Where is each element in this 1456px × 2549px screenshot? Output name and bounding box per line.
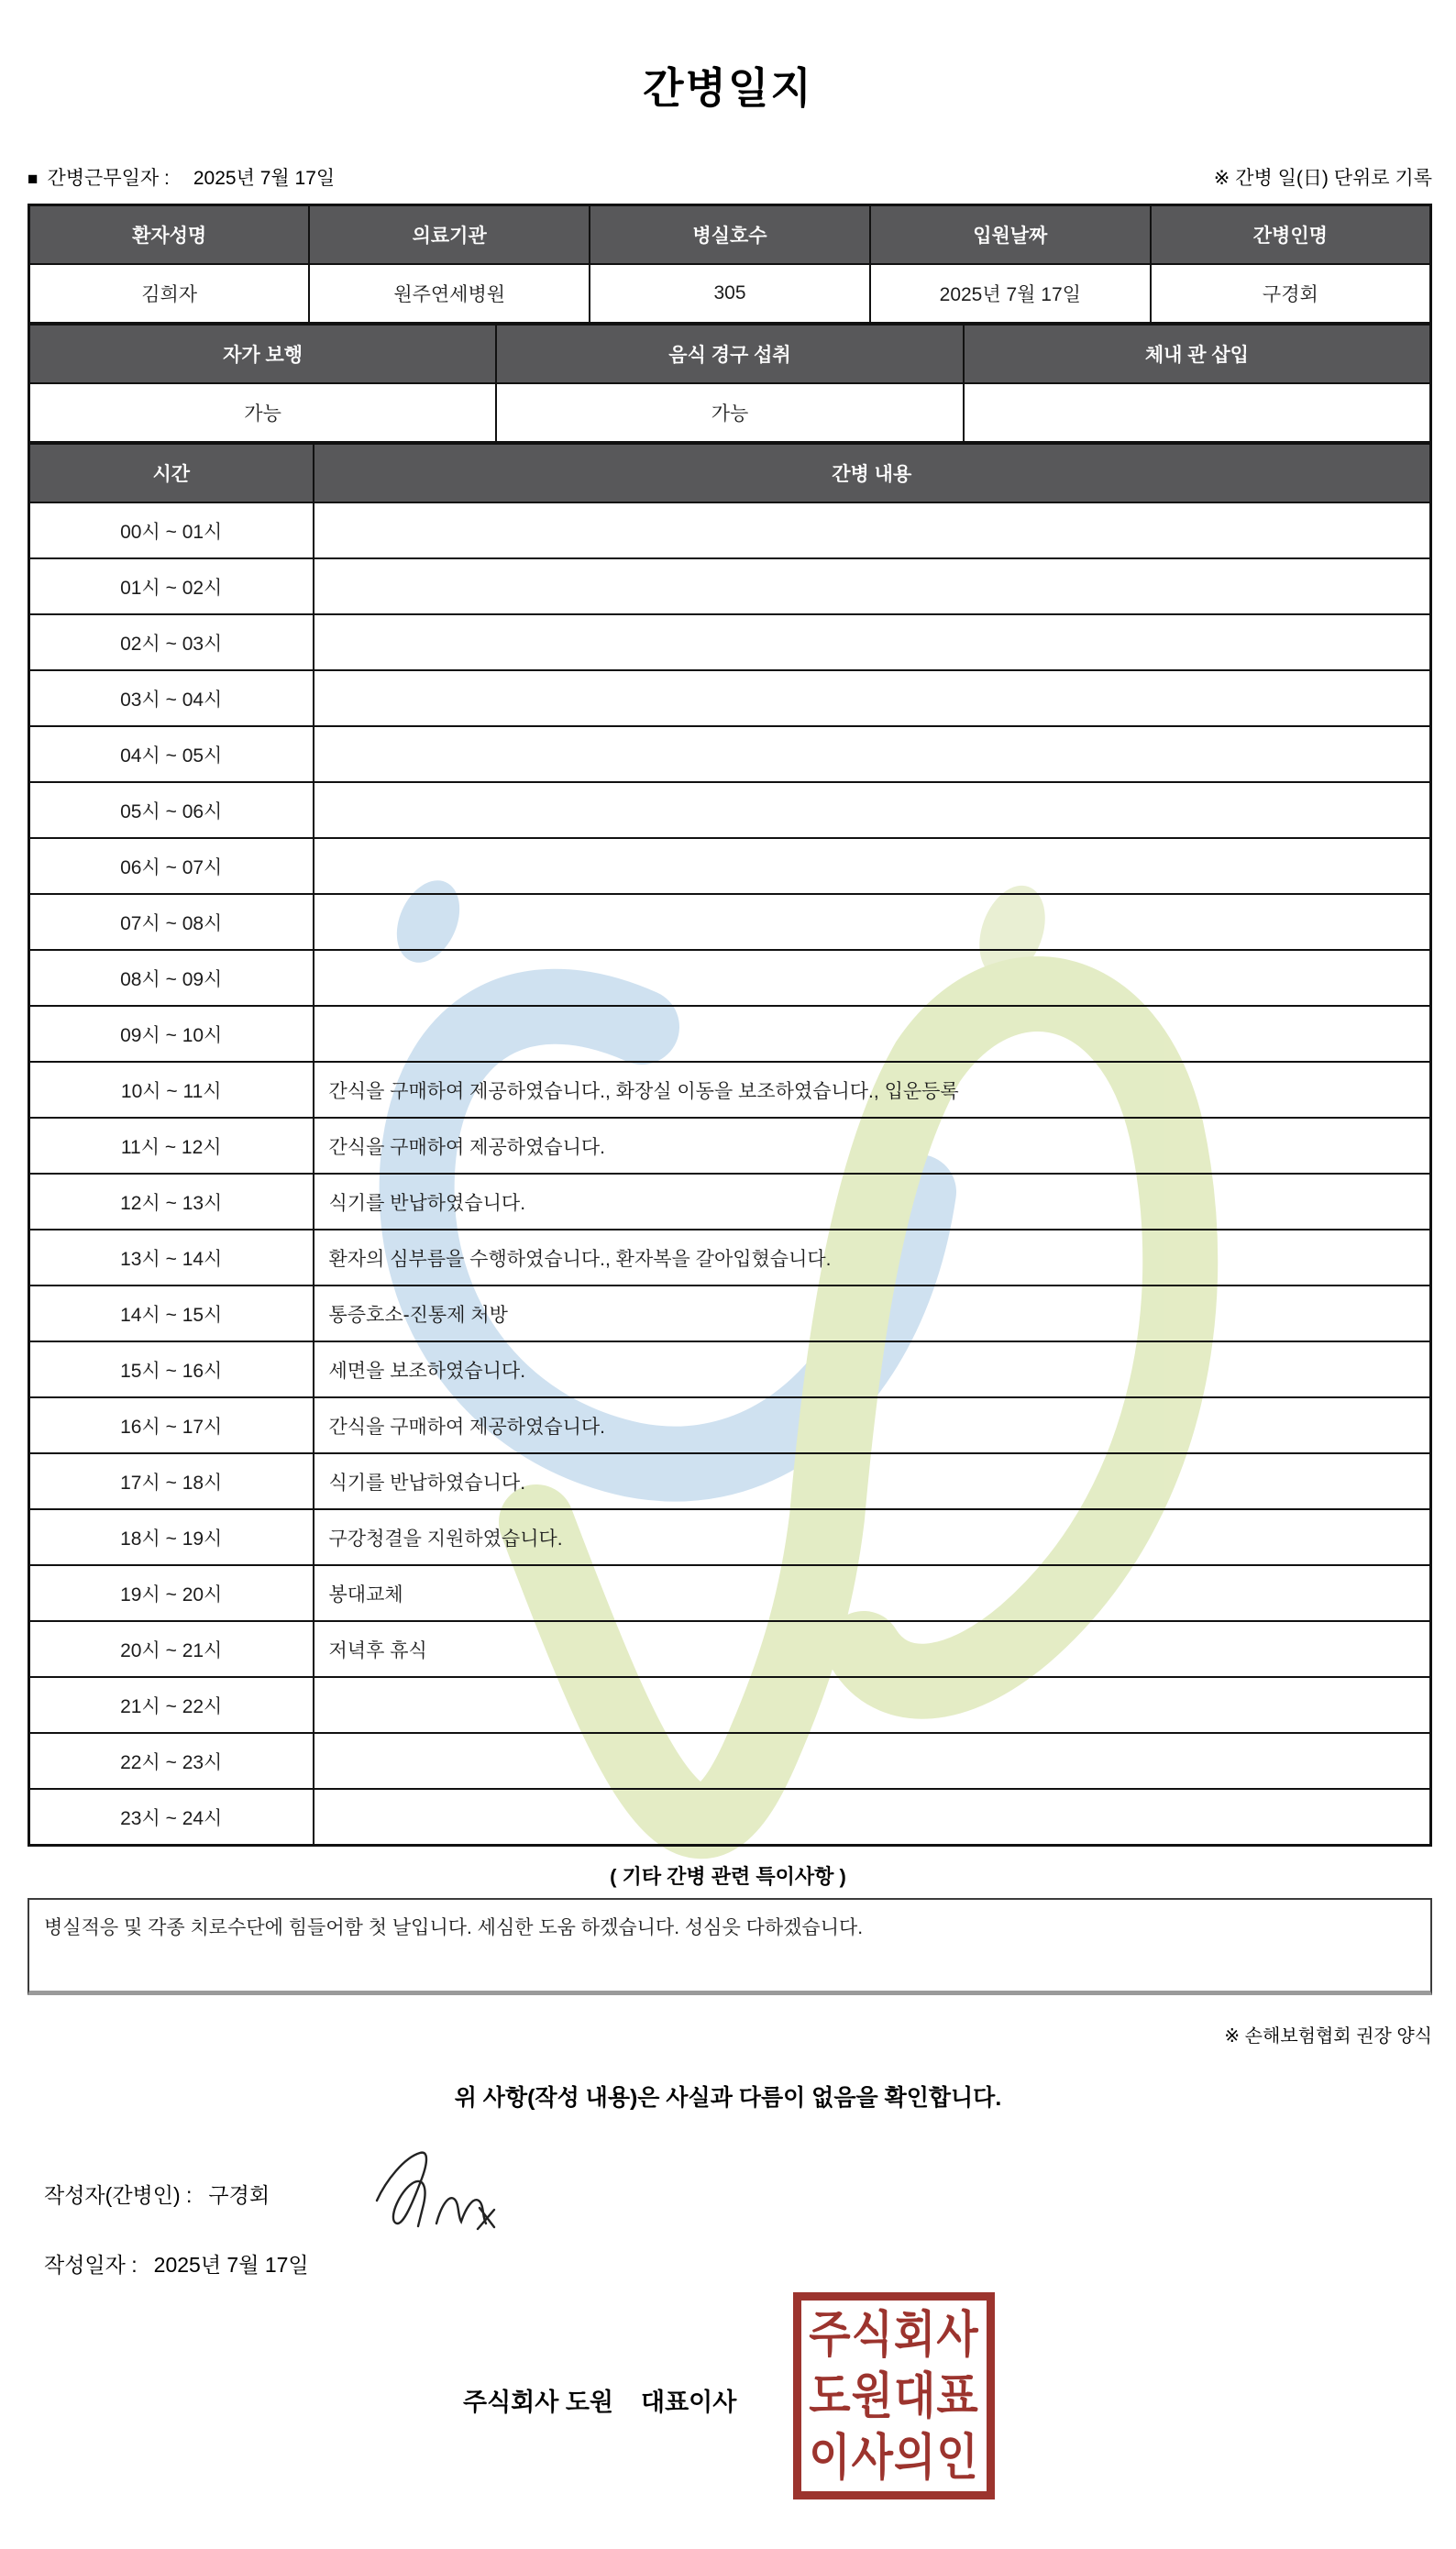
log-row bbox=[29, 1341, 1431, 1397]
remarks-title: ( 기타 간병 관련 특이사항 ) bbox=[610, 1865, 846, 1888]
log-row bbox=[29, 1230, 1431, 1286]
log-row bbox=[29, 1118, 1431, 1174]
log-row bbox=[29, 1062, 1431, 1118]
patient-name: 김희자 bbox=[29, 264, 310, 324]
meta-row bbox=[28, 163, 1432, 191]
caregiver-signature bbox=[363, 2135, 537, 2254]
log-row bbox=[29, 1397, 1431, 1453]
square-bullet-icon: ■ bbox=[28, 170, 39, 189]
log-row bbox=[29, 782, 1431, 838]
time-slot: 06시 ~ 07시 bbox=[29, 838, 314, 894]
header-care-content: 간병 내용 bbox=[314, 444, 1431, 503]
remarks-box: 병실적응 및 각종 치로수단에 힘들어함 첫 날입니다. 세심한 도움 하겠습니다. 성심읏 다하겠습니다. bbox=[28, 1898, 1432, 1995]
time-slot: 11시 ~ 12시 bbox=[29, 1118, 314, 1174]
hourly-log-table bbox=[28, 442, 1432, 1847]
log-row bbox=[29, 1677, 1431, 1733]
time-slot: 02시 ~ 03시 bbox=[29, 614, 314, 670]
header-time: 시간 bbox=[29, 444, 314, 503]
care-content bbox=[314, 670, 1431, 726]
header-medical-institution: 의료기관 bbox=[309, 205, 590, 265]
written-date-value: 2025년 7월 17일 bbox=[153, 2253, 309, 2277]
log-row bbox=[29, 1174, 1431, 1230]
time-slot: 22시 ~ 23시 bbox=[29, 1733, 314, 1789]
care-content bbox=[314, 838, 1431, 894]
stamp-line-1: 주식회사 bbox=[809, 2306, 979, 2363]
work-date-value: 2025년 7월 17일 bbox=[193, 168, 336, 189]
log-row bbox=[29, 950, 1431, 1006]
written-date-label: 작성일자 : bbox=[44, 2253, 138, 2277]
log-row bbox=[29, 502, 1431, 558]
writer-name: 구경회 bbox=[208, 2183, 270, 2207]
time-slot: 21시 ~ 22시 bbox=[29, 1677, 314, 1733]
care-content: 간식을 구매하여 제공하였습니다. bbox=[314, 1397, 1431, 1453]
written-date-line bbox=[44, 2248, 309, 2279]
log-row bbox=[29, 1286, 1431, 1341]
room-number: 305 bbox=[590, 264, 870, 324]
writer-line bbox=[44, 2179, 270, 2209]
care-content: 환자의 심부름을 수행하였습니다., 환자복을 갈아입혔습니다. bbox=[314, 1230, 1431, 1286]
page-title: 간병일지 bbox=[643, 64, 813, 112]
care-content bbox=[314, 782, 1431, 838]
log-row bbox=[29, 1509, 1431, 1565]
log-row bbox=[29, 1006, 1431, 1062]
company-ceo-line: 주식회사 도원 대표이사 bbox=[463, 2389, 737, 2416]
care-content bbox=[314, 558, 1431, 614]
header-caregiver-name: 간병인명 bbox=[1151, 205, 1431, 265]
time-slot: 03시 ~ 04시 bbox=[29, 670, 314, 726]
care-content bbox=[314, 1006, 1431, 1062]
self-walking-value: 가능 bbox=[29, 383, 497, 443]
time-slot: 18시 ~ 19시 bbox=[29, 1509, 314, 1565]
time-slot: 10시 ~ 11시 bbox=[29, 1062, 314, 1118]
time-slot: 01시 ~ 02시 bbox=[29, 558, 314, 614]
time-slot: 00시 ~ 01시 bbox=[29, 502, 314, 558]
time-slot: 16시 ~ 17시 bbox=[29, 1397, 314, 1453]
care-content bbox=[314, 950, 1431, 1006]
log-row bbox=[29, 558, 1431, 614]
care-content: 구강청결을 지원하였습니다. bbox=[314, 1509, 1431, 1565]
header-internal-tube: 체내 관 삽입 bbox=[964, 325, 1431, 384]
care-content bbox=[314, 726, 1431, 782]
corporate-seal-stamp bbox=[793, 2292, 995, 2499]
log-row bbox=[29, 1733, 1431, 1789]
time-slot: 04시 ~ 05시 bbox=[29, 726, 314, 782]
header-room-number: 병실호수 bbox=[590, 205, 870, 265]
time-slot: 19시 ~ 20시 bbox=[29, 1565, 314, 1621]
internal-tube-value bbox=[964, 383, 1431, 443]
stamp-line-2: 도원대표 bbox=[809, 2367, 979, 2423]
care-content: 간식을 구매하여 제공하였습니다., 화장실 이동을 보조하였습니다., 입운등록 bbox=[314, 1062, 1431, 1118]
time-slot: 08시 ~ 09시 bbox=[29, 950, 314, 1006]
care-content: 통증호소-진통제 처방 bbox=[314, 1286, 1431, 1341]
patient-info-header-row bbox=[29, 205, 1431, 265]
care-content: 세면을 보조하였습니다. bbox=[314, 1341, 1431, 1397]
time-slot: 07시 ~ 08시 bbox=[29, 894, 314, 950]
log-header-row bbox=[29, 444, 1431, 503]
form-note: ※ 손해보험협회 권장 양식 bbox=[1224, 2026, 1432, 2047]
log-row bbox=[29, 670, 1431, 726]
time-slot: 12시 ~ 13시 bbox=[29, 1174, 314, 1230]
confirmation-statement: 위 사항(작성 내용)은 사실과 다름이 없음을 확인합니다. bbox=[454, 2085, 1002, 2111]
unit-note: ※ 간병 일(日) 단위로 기록 bbox=[1213, 168, 1432, 189]
log-row bbox=[29, 1621, 1431, 1677]
time-slot: 09시 ~ 10시 bbox=[29, 1006, 314, 1062]
patient-info-value-row bbox=[29, 264, 1431, 324]
log-row bbox=[29, 726, 1431, 782]
oral-intake-value: 가능 bbox=[496, 383, 964, 443]
log-row bbox=[29, 1453, 1431, 1509]
care-content: 간식을 구매하여 제공하였습니다. bbox=[314, 1118, 1431, 1174]
work-date-line bbox=[28, 163, 335, 191]
work-date-label: 간병근무일자 : bbox=[47, 168, 170, 189]
time-slot: 13시 ~ 14시 bbox=[29, 1230, 314, 1286]
log-row bbox=[29, 838, 1431, 894]
care-content bbox=[314, 614, 1431, 670]
time-slot: 15시 ~ 16시 bbox=[29, 1341, 314, 1397]
care-content bbox=[314, 1677, 1431, 1733]
time-slot: 17시 ~ 18시 bbox=[29, 1453, 314, 1509]
header-self-walking: 자가 보행 bbox=[29, 325, 497, 384]
care-content bbox=[314, 894, 1431, 950]
medical-institution: 원주연세병원 bbox=[309, 264, 590, 324]
care-content bbox=[314, 1733, 1431, 1789]
time-slot: 23시 ~ 24시 bbox=[29, 1789, 314, 1846]
time-slot: 14시 ~ 15시 bbox=[29, 1286, 314, 1341]
log-row bbox=[29, 1565, 1431, 1621]
log-row bbox=[29, 1789, 1431, 1846]
log-row bbox=[29, 894, 1431, 950]
care-content: 식기를 반납하였습니다. bbox=[314, 1174, 1431, 1230]
header-oral-intake: 음식 경구 섭취 bbox=[496, 325, 964, 384]
header-admission-date: 입원날짜 bbox=[870, 205, 1151, 265]
condition-header-row bbox=[29, 325, 1431, 384]
condition-value-row bbox=[29, 383, 1431, 443]
time-slot: 05시 ~ 06시 bbox=[29, 782, 314, 838]
condition-table bbox=[28, 323, 1432, 444]
time-slot: 20시 ~ 21시 bbox=[29, 1621, 314, 1677]
writer-label: 작성자(간병인) : bbox=[44, 2183, 193, 2207]
care-content bbox=[314, 1789, 1431, 1846]
care-content bbox=[314, 502, 1431, 558]
caregiver-name: 구경회 bbox=[1151, 264, 1431, 324]
admission-date: 2025년 7월 17일 bbox=[870, 264, 1151, 324]
patient-info-table bbox=[28, 204, 1432, 325]
care-content: 식기를 반납하였습니다. bbox=[314, 1453, 1431, 1509]
care-content: 봉대교체 bbox=[314, 1565, 1431, 1621]
stamp-line-3: 이사의인 bbox=[809, 2428, 979, 2485]
log-row bbox=[29, 614, 1431, 670]
header-patient-name: 환자성명 bbox=[29, 205, 310, 265]
care-content: 저녁후 휴식 bbox=[314, 1621, 1431, 1677]
